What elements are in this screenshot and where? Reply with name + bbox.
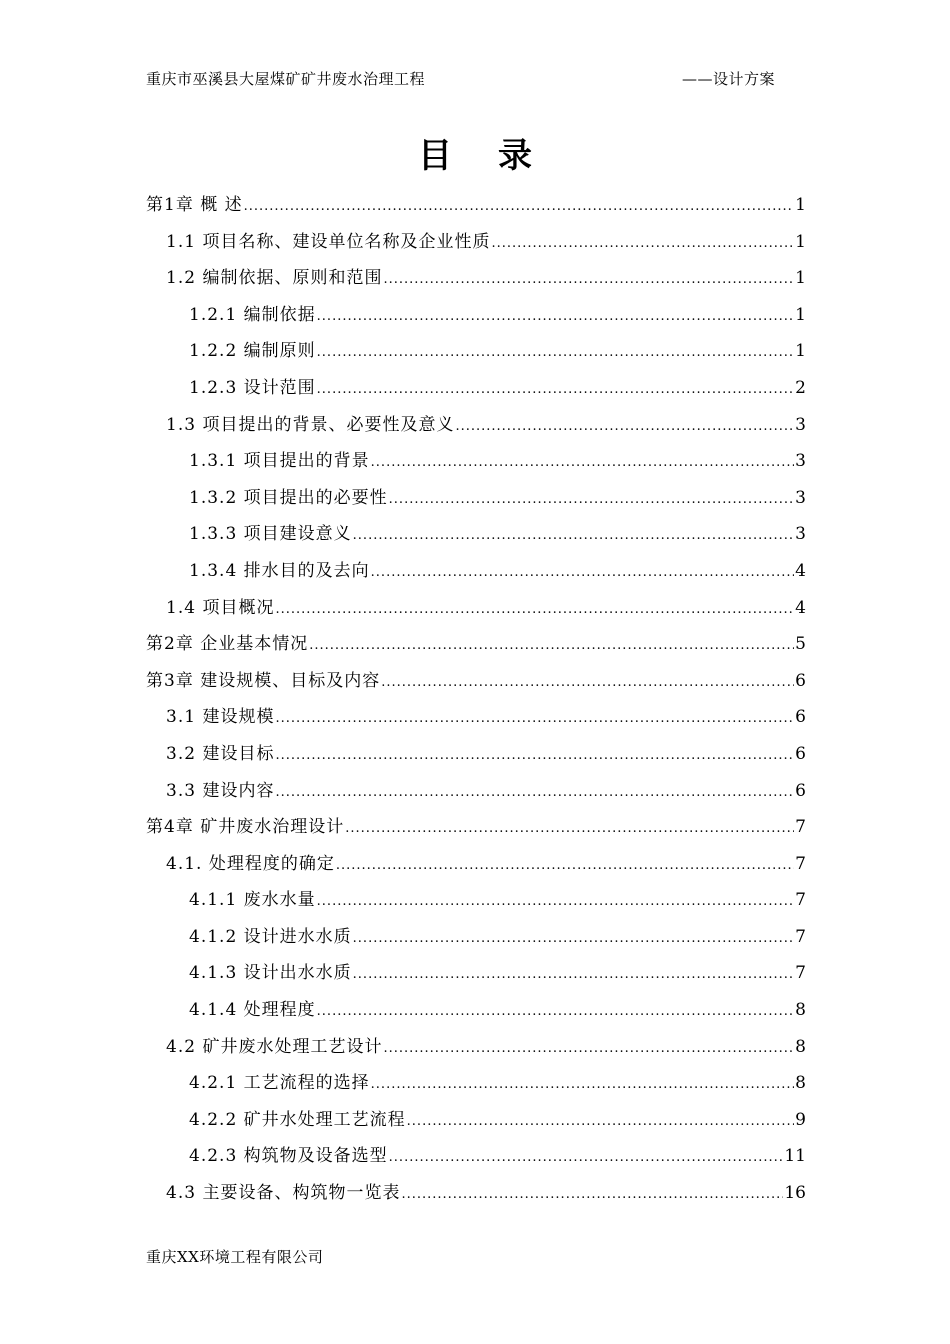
toc-entry[interactable] — [146, 1141, 806, 1178]
toc-entry-label: 1.2 编制依据、原则和范围 — [166, 268, 383, 289]
toc-entry[interactable] — [146, 410, 806, 447]
toc-entry[interactable] — [146, 300, 806, 337]
toc-dot-leader — [317, 382, 795, 397]
toc-entry-label: 1.2.2 编制原则 — [189, 341, 316, 362]
toc-entry[interactable] — [146, 958, 806, 995]
toc-entry[interactable] — [146, 922, 806, 959]
toc-entry[interactable] — [146, 849, 806, 886]
toc-dot-leader — [244, 199, 795, 214]
page-header-doctype: ——设计方案 — [682, 70, 776, 88]
toc-entry-page-number: 4 — [795, 560, 806, 581]
toc-entry[interactable] — [146, 190, 806, 227]
toc-dot-leader — [389, 1150, 784, 1165]
toc-dot-leader — [309, 638, 794, 653]
toc-entry[interactable] — [146, 336, 806, 373]
toc-entry[interactable] — [146, 1032, 806, 1069]
toc-entry[interactable] — [146, 446, 806, 483]
toc-entry-label: 第2章 企业基本情况 — [146, 634, 309, 655]
toc-entry-page-number: 3 — [795, 414, 806, 435]
toc-entry[interactable] — [146, 812, 806, 849]
toc-dot-leader — [455, 419, 794, 434]
toc-entry[interactable] — [146, 227, 806, 264]
toc-dot-leader — [353, 967, 795, 982]
toc-entry-label: 4.2.1 工艺流程的选择 — [189, 1073, 370, 1094]
toc-entry-label: 4.1.4 处理程度 — [189, 1000, 316, 1021]
toc-entry-label: 4.2.2 矿井水处理工艺流程 — [189, 1109, 406, 1130]
toc-dot-leader — [491, 236, 794, 251]
toc-entry[interactable] — [146, 263, 806, 300]
toc-dot-leader — [401, 1187, 783, 1202]
toc-entry-label: 1.3.1 项目提出的背景 — [189, 451, 370, 472]
toc-entry-page-number: 3 — [795, 451, 806, 472]
toc-dot-leader — [383, 272, 794, 287]
toc-dot-leader — [407, 1114, 795, 1129]
toc-entry-label: 4.1.3 设计出水水质 — [189, 963, 352, 984]
toc-entry-label: 1.3.3 项目建设意义 — [189, 524, 352, 545]
toc-entry-page-number: 6 — [795, 707, 806, 728]
toc-entry[interactable] — [146, 666, 806, 703]
toc-entry[interactable] — [146, 483, 806, 520]
toc-entry-label: 3.3 建设内容 — [166, 780, 275, 801]
toc-entry-page-number: 16 — [784, 1183, 806, 1204]
toc-entry-page-number: 6 — [795, 743, 806, 764]
toc-dot-leader — [353, 528, 795, 543]
toc-entry-label: 1.4 项目概况 — [166, 597, 275, 618]
toc-entry-label: 4.2 矿井废水处理工艺设计 — [166, 1036, 383, 1057]
toc-entry[interactable] — [146, 556, 806, 593]
toc-entry-page-number: 7 — [795, 926, 806, 947]
toc-entry[interactable] — [146, 776, 806, 813]
toc-entry-page-number: 3 — [795, 487, 806, 508]
toc-dot-leader — [381, 675, 794, 690]
toc-entry-label: 4.3 主要设备、构筑物一览表 — [166, 1183, 401, 1204]
page-header-title: 重庆市巫溪县大屋煤矿矿井废水治理工程 — [146, 70, 426, 88]
toc-entry-page-number: 1 — [795, 268, 806, 289]
toc-entry-page-number: 9 — [795, 1109, 806, 1130]
toc-entry-page-number: 2 — [795, 377, 806, 398]
toc-dot-leader — [336, 858, 794, 873]
toc-entry[interactable] — [146, 702, 806, 739]
toc-entry[interactable] — [146, 1105, 806, 1142]
toc-entry-label: 3.2 建设目标 — [166, 743, 275, 764]
table-of-contents — [146, 190, 806, 1215]
toc-dot-leader — [275, 602, 794, 617]
toc-entry-label: 4.1.2 设计进水水质 — [189, 926, 352, 947]
toc-dot-leader — [383, 1041, 794, 1056]
toc-dot-leader — [371, 455, 795, 470]
toc-entry-label: 4.1. 处理程度的确定 — [166, 853, 335, 874]
toc-dot-leader — [317, 309, 795, 324]
toc-entry-label: 4.2.3 构筑物及设备选型 — [189, 1146, 388, 1167]
toc-dot-leader — [317, 345, 795, 360]
toc-entry-page-number: 1 — [795, 341, 806, 362]
toc-entry[interactable] — [146, 1068, 806, 1105]
toc-entry-page-number: 7 — [795, 853, 806, 874]
toc-dot-leader — [353, 931, 795, 946]
toc-entry-page-number: 11 — [784, 1146, 806, 1167]
toc-dot-leader — [371, 565, 795, 580]
toc-entry-page-number: 3 — [795, 524, 806, 545]
toc-entry-page-number: 8 — [795, 1036, 806, 1057]
toc-entry-page-number: 5 — [795, 634, 806, 655]
toc-dot-leader — [371, 1077, 795, 1092]
toc-entry[interactable] — [146, 373, 806, 410]
toc-entry[interactable] — [146, 629, 806, 666]
toc-entry-label: 1.1 项目名称、建设单位名称及企业性质 — [166, 231, 491, 252]
toc-entry[interactable] — [146, 1178, 806, 1215]
toc-entry-page-number: 1 — [795, 304, 806, 325]
toc-entry-page-number: 7 — [795, 890, 806, 911]
toc-entry-label: 第3章 建设规模、目标及内容 — [146, 670, 381, 691]
toc-entry-page-number: 4 — [795, 597, 806, 618]
toc-entry-page-number: 1 — [795, 195, 806, 215]
toc-entry-label: 3.1 建设规模 — [166, 707, 275, 728]
page-title: 目录 — [418, 136, 578, 176]
toc-dot-leader — [275, 785, 794, 800]
toc-entry-label: 1.3.2 项目提出的必要性 — [189, 487, 388, 508]
toc-dot-leader — [275, 711, 794, 726]
toc-entry-page-number: 8 — [795, 1000, 806, 1021]
toc-entry-label: 第1章 概 述 — [146, 195, 243, 215]
toc-entry[interactable] — [146, 995, 806, 1032]
toc-entry[interactable] — [146, 739, 806, 776]
toc-entry-label: 4.1.1 废水水量 — [189, 890, 316, 911]
toc-entry-label: 1.3 项目提出的背景、必要性及意义 — [166, 414, 455, 435]
toc-entry-page-number: 6 — [795, 780, 806, 801]
toc-dot-leader — [275, 748, 794, 763]
page-footer-company: 重庆XX环境工程有限公司 — [146, 1248, 324, 1266]
toc-entry-label: 1.3.4 排水目的及去向 — [189, 560, 370, 581]
toc-dot-leader — [345, 821, 794, 836]
toc-entry[interactable] — [146, 885, 806, 922]
toc-dot-leader — [389, 492, 795, 507]
toc-entry-page-number: 7 — [795, 817, 806, 838]
toc-entry[interactable] — [146, 593, 806, 630]
toc-entry-page-number: 7 — [795, 963, 806, 984]
toc-entry-label: 第4章 矿井废水治理设计 — [146, 817, 345, 838]
toc-dot-leader — [317, 1004, 795, 1019]
toc-entry[interactable] — [146, 519, 806, 556]
toc-entry-label: 1.2.3 设计范围 — [189, 377, 316, 398]
toc-entry-page-number: 1 — [795, 231, 806, 252]
toc-entry-label: 1.2.1 编制依据 — [189, 304, 316, 325]
toc-entry-page-number: 8 — [795, 1073, 806, 1094]
toc-entry-page-number: 6 — [795, 670, 806, 691]
toc-dot-leader — [317, 894, 795, 909]
